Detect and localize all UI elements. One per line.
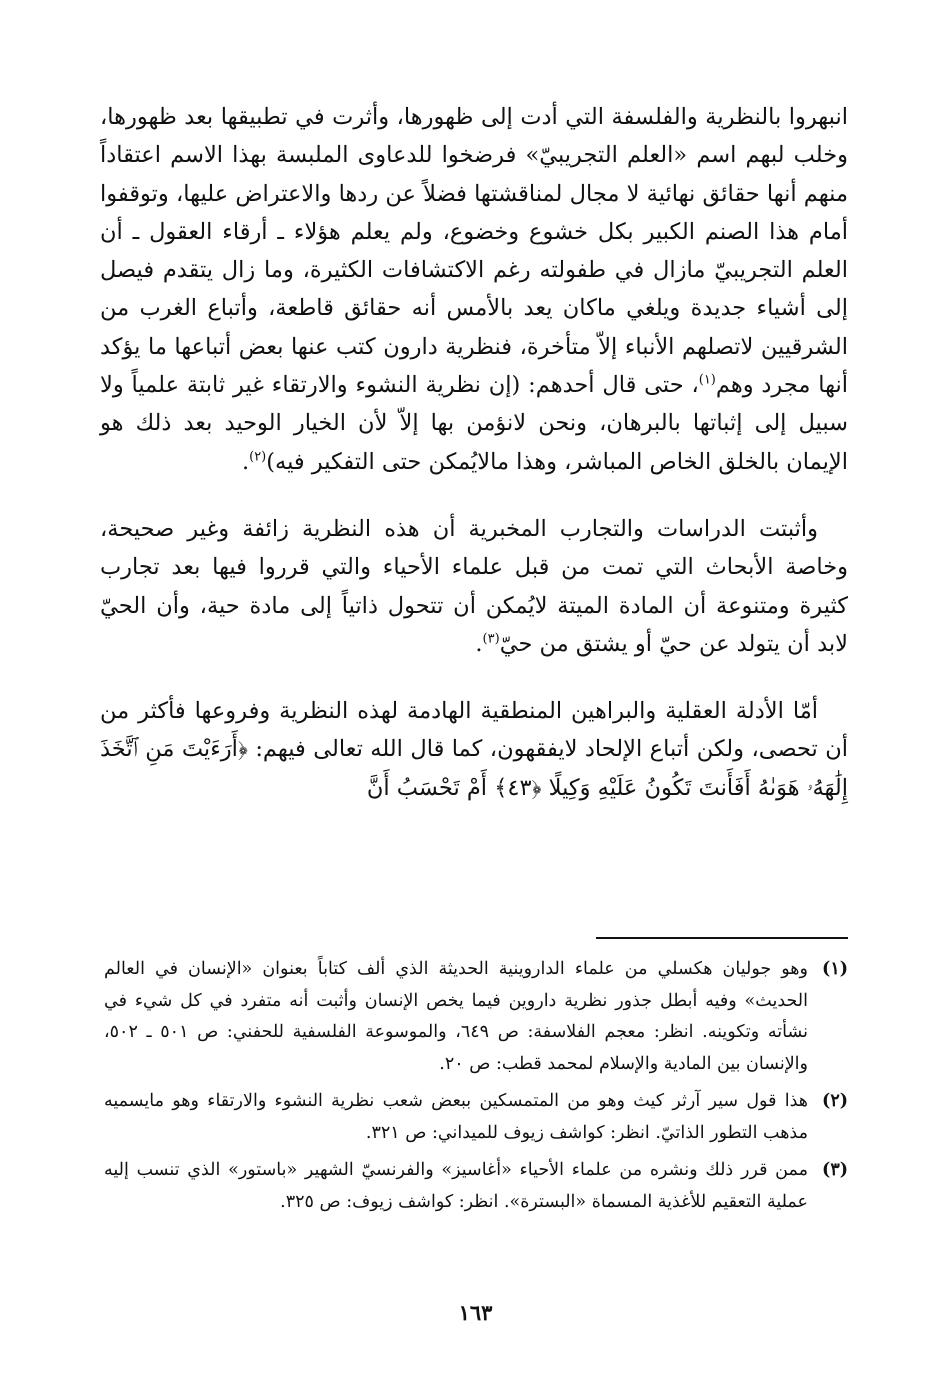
footnote-number: (٢) [822,1091,848,1111]
footnote-1 [104,954,848,1080]
paragraph-1-continued: ، حتى قال أحدهم: (إن نظرية النشوء والارتقاء غير ثابتة علمياً ولا سبيل إلى إثباتها بالبرهان، ونحن لانؤمن بها إلاّ لأن الخيار الوحيد بعد ذلك هو الإيمان بالخلق الخاص المباشر، وهذا مالايُمكن حتى التفكير فيه) [100,372,848,475]
footnote-text: هذا قول سير آرثر كيث وهو من المتمسكين ببعض شعب نظرية النشوء والارتقاء وهو مايسميه مذهب التطور الذاتيّ. انظر: كواشف زيوف للميداني: ص ٣٢١. [104,1091,808,1143]
paragraph-1-end: . [241,448,250,475]
paragraph-1-text: انبهروا بالنظرية والفلسفة التي أدت إلى ظهورها، وأثرت في تطبيقها بعد ظهورها، وخلب لبهم اسم «العلم التجريبيّ» فرضخوا للدعاوى الملبسة بهذا الاسم اعتقاداً منهم أنها حقائق نهائية لا مجال لمناقشتها فضلاً عن ردها والاعتراض عليها، وتوقفوا أمام هذا الصنم الكبير بكل خشوع وخضوع، ولم يعلم هؤلاء ـ أرقاء العقول ـ أن العلم التجريبيّ مازال في طفولته رغم الاكتشافات الكثيرة، وما زال يتقدم فيصل إلى أشياء جديدة ويلغي ماكان يعد بالأمس أنه حقائق قاطعة، وأتباع الغرب من الشرقيين لاتصلهم الأنباء إلاّ متأخرة، فنظرية دارون كتب عنها بعض أتباعها ما يؤكد أنها مجرد وهم [100,104,848,399]
paragraph-2-text: وأثبتت الدراسات والتجارب المخبرية أن هذه النظرية زائفة وغير صحيحة، وخاصة الأبحاث التي تمت من قبل علماء الأحياء والتي قرروا فيها بعد تجارب كثيرة ومتنوعة أن المادة الميتة لايُمكن أن تتحول ذاتياً إلى مادة حية، وأن الحيّ لابد أن يتولد عن حيّ أو يشتق من حيّ [100,515,848,657]
paragraph-2 [100,510,848,663]
footnote-number: (١) [822,959,848,979]
footnote-ref-1[interactable]: (١) [698,372,716,388]
paragraph-2-end: . [475,630,483,657]
footnote-divider [596,937,848,939]
page-number: ١٦٣ [458,1300,493,1325]
quran-verse: ﴿أَرَءَيْتَ مَنِ ٱتَّخَذَ إِلَٰهَهُۥ هَوَىٰهُ أَفَأَنتَ تَكُونُ عَلَيْهِ وَكِيلًا ﴿٤٣﴾ أَمْ تَحْسَبُ أَنَّ [100,736,848,801]
paragraph-3 [100,692,848,807]
paragraph-1 [100,98,848,481]
footnote-text: وهو جوليان هكسلي من علماء الداروينية الحديثة الذي ألف كتاباً بعنوان «الإنسان في العالم الحديث» وفيه أبطل جذور نظرية داروين فيما يخص الإنسان وأثبت أنه متفرد في كل شيء في نشأته وتكوينه. انظر: معجم الفلاسفة: ص ٦٤٩، والموسوعة الفلسفية للحفني: ص ٥٠١ ـ ٥٠٢، والإنسان بين المادية والإسلام لمحمد قطب: ص ٢٠. [104,959,808,1074]
footnotes [104,954,848,1224]
footnote-ref-3[interactable]: (٣) [482,631,500,647]
footnote-number: (٣) [822,1160,848,1180]
footnote-2 [104,1086,848,1149]
footnote-3 [104,1155,848,1218]
footnote-ref-2[interactable]: (٢) [249,449,267,465]
main-text [100,98,848,807]
footnote-text: ممن قرر ذلك ونشره من علماء الأحياء «أغاسيز» والفرنسيّ الشهير «باستور» الذي تنسب إليه عملية التعقيم للأغذية المسماة «البسترة». انظر: كواشف زيوف: ص ٣٢٥. [104,1160,808,1212]
paragraph-3-text: أمّا الأدلة العقلية والبراهين المنطقية الهادمة لهذه النظرية وفروعها فأكثر من أن تحصى، ولكن أتباع الإلحاد لايفقهون، كما قال الله تعالى فيهم: [100,698,848,763]
